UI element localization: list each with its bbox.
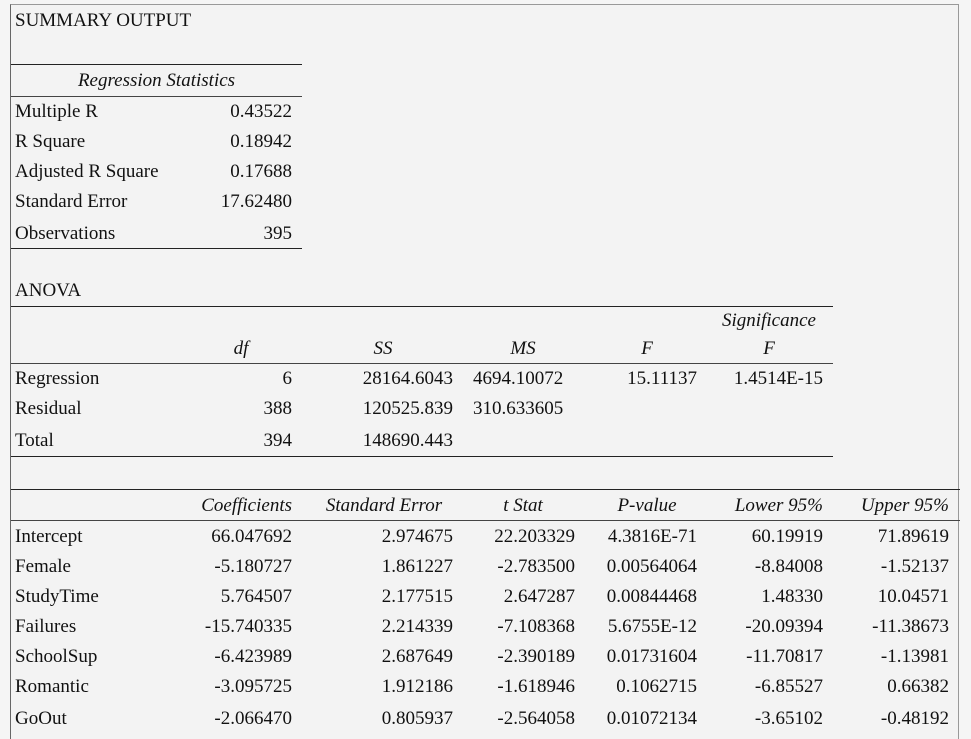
regstats-header-rule	[11, 96, 302, 97]
coef-t-stat: -7.108368	[497, 616, 575, 637]
regstats-label: Adjusted R Square	[15, 161, 159, 182]
regstats-label: Observations	[15, 223, 116, 244]
regstats-label: Standard Error	[15, 191, 128, 212]
coef-upper-95: -1.52137	[880, 556, 949, 577]
coef-lower-95: -3.65102	[754, 708, 823, 729]
coef-header-t-stat: t Stat	[503, 495, 543, 516]
coef-row-label: Female	[15, 556, 71, 577]
regstats-top-rule	[11, 64, 302, 65]
coef-standard-error: 2.687649	[381, 646, 453, 667]
coef-p-value: 0.01072134	[606, 708, 697, 729]
regstats-label: R Square	[15, 131, 86, 152]
coef-row-label: Failures	[15, 616, 77, 637]
coef-header-rule	[11, 520, 960, 521]
coef-p-value: 0.1062715	[616, 676, 697, 697]
coef-row-label: GoOut	[15, 708, 67, 729]
coef-coefficient: -2.066470	[214, 708, 292, 729]
coef-t-stat: 2.647287	[503, 586, 575, 607]
coef-p-value: 0.00844468	[606, 586, 697, 607]
coef-standard-error: 1.912186	[381, 676, 453, 697]
regstats-bottom-rule	[11, 248, 302, 249]
anova-header-ss: SS	[373, 338, 393, 359]
anova-ms: 4694.10072	[473, 368, 564, 389]
anova-row-label: Total	[15, 430, 54, 451]
regstats-value: 0.43522	[230, 101, 292, 122]
coef-coefficient: -5.180727	[214, 556, 292, 577]
coef-upper-95: 71.89619	[877, 526, 949, 547]
anova-header-f: F	[641, 338, 653, 359]
anova-ss: 120525.839	[362, 398, 453, 419]
coef-t-stat: 22.203329	[494, 526, 575, 547]
coef-header-upper-95: Upper 95%	[860, 495, 949, 516]
coef-row-label: SchoolSup	[15, 646, 98, 667]
coef-header-lower-95: Lower 95%	[734, 495, 823, 516]
coef-lower-95: 60.19919	[751, 526, 823, 547]
anova-ss: 148690.443	[362, 430, 453, 451]
coef-t-stat: -2.564058	[497, 708, 575, 729]
anova-row-label: Regression	[15, 368, 100, 389]
anova-header-sig-bottom: F	[763, 338, 775, 359]
coef-header-coefficients: Coefficients	[201, 495, 292, 516]
anova-ss: 28164.6043	[362, 368, 453, 389]
coef-upper-95: -0.48192	[880, 708, 949, 729]
coef-standard-error: 0.805937	[381, 708, 453, 729]
anova-header-ms: MS	[510, 338, 536, 359]
coef-row-label: Intercept	[15, 526, 83, 547]
coef-p-value: 0.01731604	[606, 646, 697, 667]
summary-title: SUMMARY OUTPUT	[15, 10, 192, 31]
coef-upper-95: -1.13981	[880, 646, 949, 667]
anova-df: 388	[263, 398, 292, 419]
coef-t-stat: -2.390189	[497, 646, 575, 667]
coef-header-standard-error: Standard Error	[325, 495, 443, 516]
coef-coefficient: -6.423989	[214, 646, 292, 667]
anova-row-label: Residual	[15, 398, 82, 419]
anova-header-sig-top: Significance	[722, 310, 816, 331]
coef-p-value: 4.3816E-71	[607, 526, 697, 547]
anova-df: 6	[282, 368, 292, 389]
anova-ms: 310.633605	[473, 398, 564, 419]
anova-title: ANOVA	[15, 280, 82, 301]
coef-row-label: StudyTime	[15, 586, 99, 607]
coef-standard-error: 2.177515	[381, 586, 453, 607]
anova-significance: 1.4514E-15	[733, 368, 823, 389]
coef-row-label: Romantic	[15, 676, 89, 697]
coef-coefficient: -15.740335	[204, 616, 292, 637]
regstats-value: 395	[263, 223, 292, 244]
anova-top-rule	[11, 306, 833, 307]
coef-lower-95: -8.84008	[754, 556, 823, 577]
coef-standard-error: 2.214339	[381, 616, 453, 637]
coef-coefficient: -3.095725	[214, 676, 292, 697]
coef-t-stat: -1.618946	[497, 676, 575, 697]
regstats-value: 17.62480	[220, 191, 292, 212]
anova-f: 15.11137	[627, 368, 697, 389]
summary-output-sheet	[10, 4, 959, 739]
coef-lower-95: -11.70817	[746, 646, 823, 667]
coef-standard-error: 2.974675	[381, 526, 453, 547]
coef-upper-95: 10.04571	[877, 586, 949, 607]
coef-lower-95: -20.09394	[745, 616, 823, 637]
coef-top-rule	[11, 489, 960, 490]
regstats-header: Regression Statistics	[77, 70, 236, 91]
anova-header-rule	[11, 363, 833, 364]
anova-bottom-rule	[11, 456, 833, 457]
coef-upper-95: -11.38673	[872, 616, 949, 637]
coef-standard-error: 1.861227	[381, 556, 453, 577]
coef-lower-95: -6.85527	[754, 676, 823, 697]
coef-coefficient: 5.764507	[220, 586, 292, 607]
coef-coefficient: 66.047692	[211, 526, 292, 547]
regstats-value: 0.18942	[230, 131, 292, 152]
anova-df: 394	[263, 430, 292, 451]
coef-p-value: 0.00564064	[606, 556, 697, 577]
coef-t-stat: -2.783500	[497, 556, 575, 577]
regstats-value: 0.17688	[230, 161, 292, 182]
regstats-label: Multiple R	[15, 101, 98, 122]
anova-header-df: df	[233, 338, 249, 359]
coef-p-value: 5.6755E-12	[607, 616, 697, 637]
coef-lower-95: 1.48330	[761, 586, 823, 607]
coef-header-p-value: P-value	[617, 495, 677, 516]
coef-upper-95: 0.66382	[887, 676, 949, 697]
